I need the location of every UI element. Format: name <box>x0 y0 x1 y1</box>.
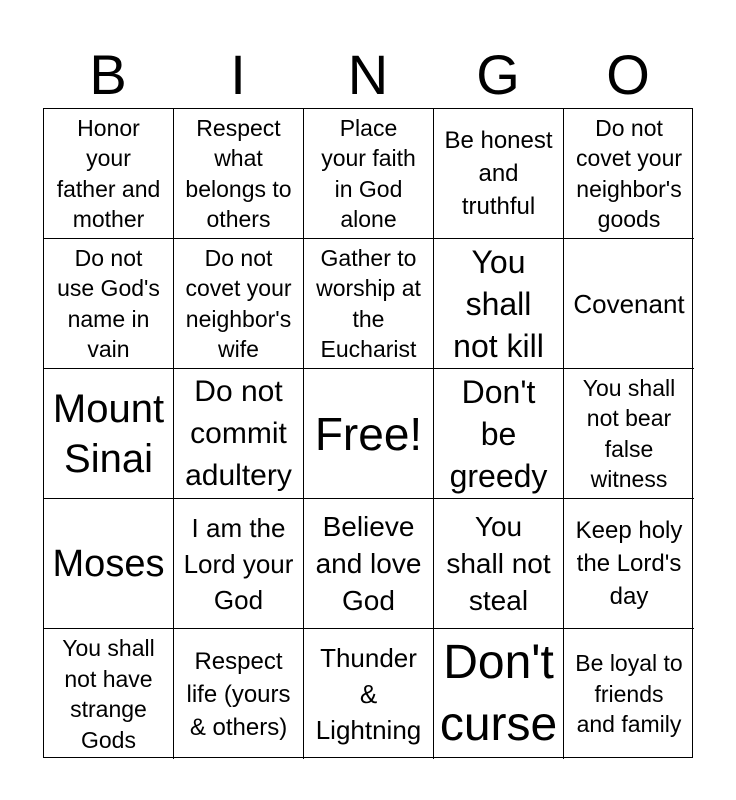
bingo-cell-r1c2[interactable] <box>174 109 304 239</box>
cell-text: You shall not kill <box>453 243 544 364</box>
bingo-cell-r1c3[interactable] <box>304 109 434 239</box>
cell-text: Moses <box>52 542 165 585</box>
bingo-cell-r5c1[interactable] <box>44 629 174 759</box>
header-letter-g: G <box>476 43 520 106</box>
bingo-board <box>43 108 693 758</box>
cell-text: You shall not have strange Gods <box>62 635 155 753</box>
cell-text: Don't be greedy <box>449 373 548 494</box>
bingo-cell-r4c4[interactable] <box>434 499 564 629</box>
header-letter-o: O <box>606 43 650 106</box>
bingo-cell-r3c4[interactable] <box>434 369 564 499</box>
bingo-cell-r1c4[interactable] <box>434 109 564 239</box>
cell-text: Mount Sinai <box>52 386 165 481</box>
cell-text: Honor your father and mother <box>56 114 161 232</box>
bingo-cell-r2c4[interactable] <box>434 239 564 369</box>
bingo-cell-r1c1[interactable] <box>44 109 174 239</box>
cell-text: Believe and love God <box>315 511 422 616</box>
cell-text: Do not covet your neighbor's goods <box>575 114 683 232</box>
cell-text: Do not covet your neighbor's wife <box>185 244 292 362</box>
free-space-cell[interactable] <box>304 369 434 499</box>
header-letter-i: I <box>230 43 246 106</box>
bingo-cell-r4c5[interactable] <box>564 499 694 629</box>
cell-text: Place your faith in God alone <box>321 114 416 232</box>
cell-text: You shall not steal <box>446 511 551 616</box>
bingo-cell-r4c2[interactable] <box>174 499 304 629</box>
bingo-cell-r2c3[interactable] <box>304 239 434 369</box>
bingo-cell-r3c2[interactable] <box>174 369 304 499</box>
bingo-cell-r5c2[interactable] <box>174 629 304 759</box>
bingo-cell-r2c1[interactable] <box>44 239 174 369</box>
cell-text: Do not use God's name in vain <box>57 244 160 362</box>
bingo-cell-r4c1[interactable] <box>44 499 174 629</box>
header-letter-b: B <box>89 43 127 106</box>
bingo-cell-r5c3[interactable] <box>304 629 434 759</box>
cell-text: You shall not bear false witness <box>582 374 676 492</box>
bingo-cell-r2c2[interactable] <box>174 239 304 369</box>
cell-text: Keep holy the Lord's day <box>575 517 683 610</box>
bingo-cell-r3c1[interactable] <box>44 369 174 499</box>
header-letter-n: N <box>347 43 389 106</box>
cell-text: Thunder & Lightning <box>315 643 422 745</box>
cell-text: Respect life (yours & others) <box>186 647 291 741</box>
bingo-cell-r4c3[interactable] <box>304 499 434 629</box>
bingo-cell-r3c5[interactable] <box>564 369 694 499</box>
cell-text: Be honest and truthful <box>444 127 553 220</box>
cell-text: Do not commit adultery <box>185 374 292 492</box>
bingo-cell-r2c5[interactable] <box>564 239 694 369</box>
free-space-text: Free! <box>314 407 423 460</box>
bingo-cell-r5c5[interactable] <box>564 629 694 759</box>
cell-text: Covenant <box>573 288 685 319</box>
cell-text: Respect what belongs to others <box>185 114 292 232</box>
cell-text: Be loyal to friends and family <box>575 650 683 738</box>
cell-text: Gather to worship at the Eucharist <box>316 244 421 362</box>
cell-text: Don't curse <box>439 636 558 751</box>
bingo-cell-r5c4[interactable] <box>434 629 564 759</box>
cell-text: I am the Lord your God <box>183 512 294 615</box>
bingo-header <box>43 44 693 106</box>
bingo-cell-r1c5[interactable] <box>564 109 694 239</box>
